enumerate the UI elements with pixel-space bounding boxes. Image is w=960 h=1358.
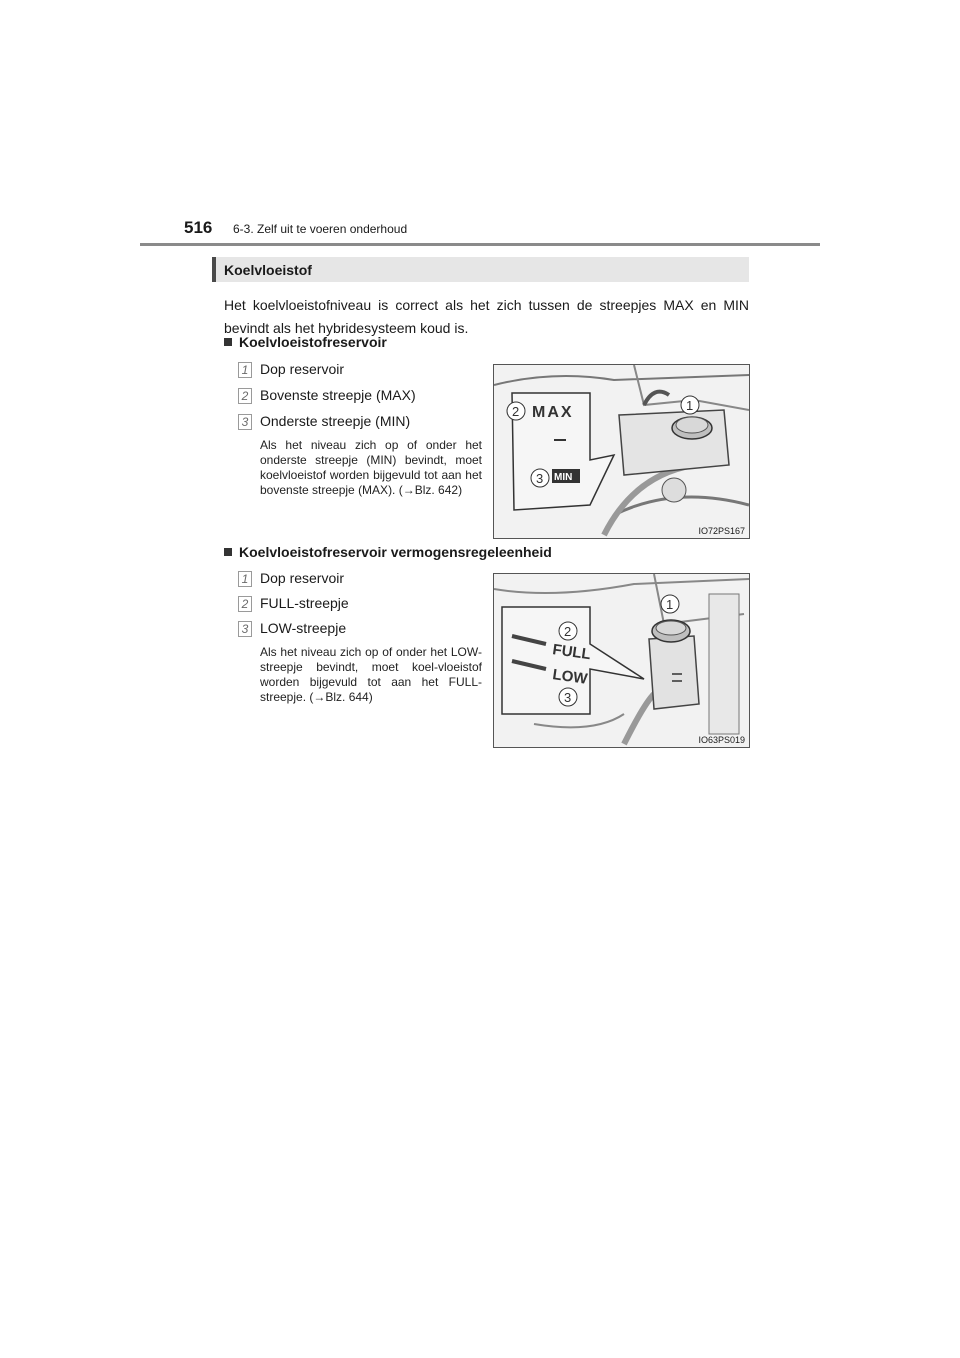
engine-bay-illustration: [494, 365, 749, 538]
callout-number-badge: 1: [238, 362, 252, 378]
callout-number-badge: 3: [238, 621, 252, 637]
block-1-heading: Koelvloeistofreservoir: [224, 334, 387, 350]
pcu-reservoir-figure: [493, 573, 750, 748]
low-mark-label: LOW: [551, 666, 589, 688]
square-bullet-icon: [224, 338, 232, 346]
block-1-item-1: 1 Dop reservoir: [260, 361, 344, 377]
block-2-item-3: 3 LOW-streepje: [260, 620, 346, 636]
callout-2: 2: [564, 624, 572, 639]
engine-bay-illustration: [494, 574, 749, 747]
callout-number-badge: 2: [238, 388, 252, 404]
section-path: 6-3. Zelf uit te voeren onderhoud: [233, 222, 408, 236]
callout-1: 1: [686, 398, 694, 413]
max-mark-label: MAX: [532, 404, 574, 421]
full-mark-label: FULL: [551, 641, 592, 664]
block-2-note: Als het niveau zich op of onder het LOW-streepje bevindt, moet koel-vloeistof worden bijgevuld tot aan het FULL-streepje. (→Blz. 644): [260, 645, 482, 704]
callout-3: 3: [564, 690, 572, 705]
coolant-reservoir-figure: [493, 364, 750, 539]
intro-paragraph: Het koelvloeistofniveau is correct als het zich tussen de streepjes MAX en MIN bevindt als het hybridesysteem koud is.: [224, 297, 749, 336]
block-2-heading: Koelvloeistofreservoir vermogensregeleenheid: [224, 544, 552, 560]
callout-number-badge: 1: [238, 571, 252, 587]
block-1-item-2: 2 Bovenste streepje (MAX): [260, 387, 416, 403]
min-mark-label: MIN: [554, 472, 573, 483]
callout-1: 1: [666, 597, 674, 612]
figure-code: IO72PS167: [698, 526, 745, 536]
callout-number-badge: 2: [238, 596, 252, 612]
block-2-item-2: 2 FULL-streepje: [260, 595, 349, 611]
section-heading: Koelvloeistof: [224, 262, 312, 278]
block-1-note: Als het niveau zich op of onder het onderste streepje (MIN) bevindt, moet koelvloeistof worden bijgevuld tot aan het bovenste streepje (MAX). (→Blz. 642): [260, 438, 482, 497]
page-number: 516: [184, 218, 213, 237]
callout-number-badge: 3: [238, 414, 252, 430]
square-bullet-icon: [224, 548, 232, 556]
header-divider: [140, 243, 820, 246]
block-2-item-1: 1 Dop reservoir: [260, 570, 344, 586]
callout-3: 3: [536, 471, 544, 486]
block-1-item-3: 3 Onderste streepje (MIN): [260, 413, 410, 429]
callout-2: 2: [512, 404, 520, 419]
figure-code: IO63PS019: [698, 735, 745, 745]
section-heading-accent: [212, 257, 216, 282]
